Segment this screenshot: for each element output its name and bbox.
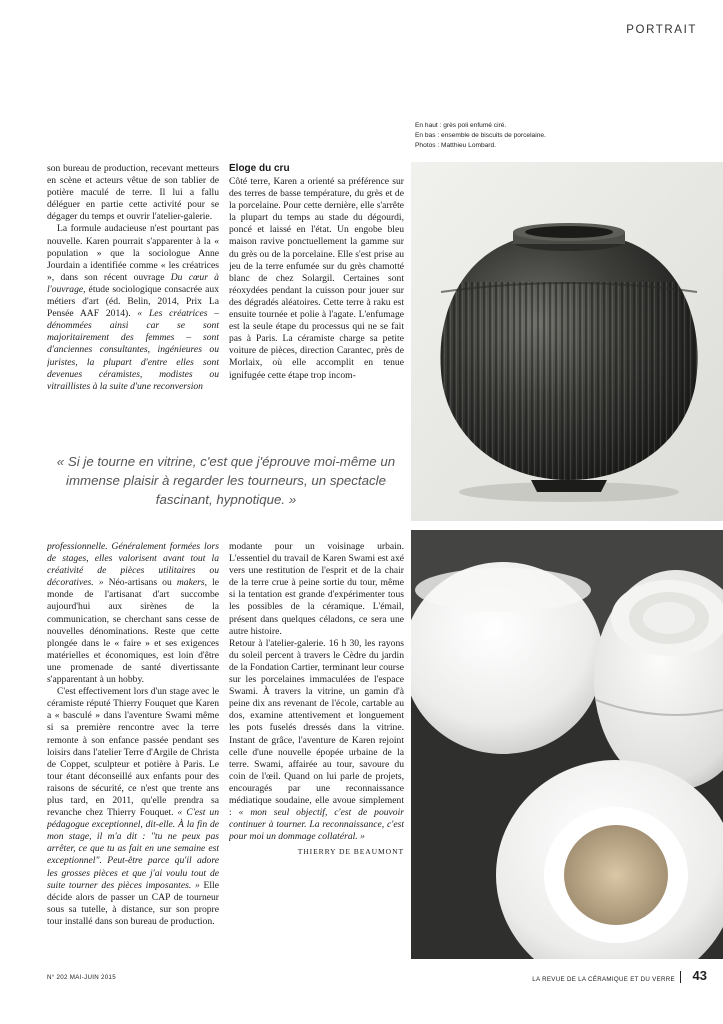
text-run: Retour à l'atelier-galerie. 16 h 30, les rayons du soleil percent à travers le Cèdre du jardin de la Fondation Cartier, terminant leur course sur les porcelaines immaculées de l'espace Swami. À travers la vitrine, un gamin d'à peine dix ans revenant de l'école, cartable au dos, examine attentivement et longuement les pots fuselés dressés dans la vitrine. Instant de grâce, l'aventure de Karen rejoint celle d'une nouvelle épopée urbaine de la terre. Swami, affairée au tour, savoure du coin de l'œil. Quand on lui parle de projets, encouragés par une reconnaissance médiatique soudaine, elle avoue simplement : <box>229 637 404 819</box>
text-run: La formule audacieuse n'est pourtant pas nouvelle. Karen pourrait s'apparenter à la « population » que la sociologue Anne Jourdain a identifiée comme « les créatrices », dans son récent ouvrage <box>47 223 219 283</box>
pull-quote: « Si je tourne en vitrine, c'est que j'éprouve moi-même un immense plaisir à regarder les tourneurs, un spectacle fascinant, hypnotique. » <box>56 454 396 507</box>
paragraph <box>47 541 219 686</box>
article-column-1 <box>47 163 219 421</box>
text-run: , le monde de l'artisanat d'art succombe aujourd'hui aux sirènes de la communication, se cherchant sans cesse de nouvelles dénominations. Reste que cette plongée dans le « faire » et ses exigences matérielles et économiques, est loin d'être une promenade de santé divertissante s'apparentant à un hobby. <box>47 577 219 686</box>
caption-line: En bas : ensemble de biscuits de porcelaine. <box>415 132 546 139</box>
quote-text: « C'est un pédagogue exceptionnel, dit-elle. À la fin de mon stage, il m'a dit : "tu ne peux pas arrêter, ce que tu as fait en une semaine est exceptionnel". Peut-être parce qu'il adore les grosses pièces et que j'ai voulu tout de suite tourner des pièces imposantes. » <box>47 807 219 891</box>
quote-text: « Les créatrices – dénommées ainsi car se sont majoritairement des femmes – sont d'anciennes consultantes, ingénieures ou juristes, la plupart d'entre elles sont devenues céramistes, modistes ou vitraillistes à la suite d'une reconversion <box>47 308 219 392</box>
caption-line: Photos : Matthieu Lombard. <box>415 142 497 149</box>
book-title: Du cœur à l'ouvrage, <box>47 271 219 295</box>
page-number: 43 <box>692 968 707 983</box>
section-heading: Éloge du cru <box>229 163 290 174</box>
text-run: Néo-artisans ou <box>103 577 177 589</box>
quote-text: « mon seul objectif, c'est de pouvoir continuer à tourner. La reconnaissance, c'est pour moi un dommage collatéral. » <box>229 807 404 843</box>
text-run: C'est effectivement lors d'un stage avec le céramiste réputé Thierry Fouquet que Karen a « basculé » dans l'aventure Swami même si sa première rencontre avec la terre remonte à son enfance passée pendant ses loisirs dans l'atelier Terre d'Argile de Christa de Coppet, sculpteur et potière à Paris. Le tour étant déconseillé aux enfants pour des raisons de sécurité, ce n'est que trente ans plus tard, en 2011, qu'elle prendra sa revanche chez Thierry Fouquet. <box>47 686 219 819</box>
photo-porcelain-ensemble <box>411 530 723 959</box>
photo-stoneware-jar <box>411 162 723 521</box>
paragraph <box>47 223 219 392</box>
stoneware-jar-illustration <box>411 162 723 521</box>
author-signature: THIERRY DE BEAUMONT <box>297 847 404 857</box>
issue-info: N° 202 MAI-JUIN 2015 <box>47 974 116 981</box>
footer-separator <box>680 971 681 983</box>
porcelain-illustration <box>411 530 723 959</box>
caption-line: En haut : grès poli enfumé ciré. <box>415 122 507 129</box>
article-column-3 <box>47 541 219 959</box>
paragraph: son bureau de production, recevant metteurs en scène et acteurs vêtue de son tablier de potière maculé de terre. Il lui a fallu déléguer en partie cette activité pour se dégager du temps et ouvrir l'atelier-galerie. <box>47 163 219 223</box>
paragraph <box>229 638 404 844</box>
photo-caption <box>415 121 705 151</box>
paragraph: Côté terre, Karen a orienté sa préférence sur des terres de basse température, du grès et de la porcelaine. Pour cette dernière, elle s'arrête la plupart du temps au stade du dégourdi, poncé et laissé en l'état. Un engobe bleu maison ravive ponctuellement la gamme sur du grès ou de la porcelaine. Elle s'est prise au jeu de la terre enfumée sur du grès chamotté blanc de chez Solargil. Certaines sont réoxydées pendant la cuisson pour jouer sur des dégradés aléatoires. Cette terre à raku est ensuite tournée et polie à l'agate. L'enfumage est la seule étape du processus qui ne se fait pas à Paris. La céramiste charge sa petite voiture de pièces, direction Carantec, près de Morlaix, où elle accomplit en tenue ignifugée cette étape trop incom- <box>229 176 404 381</box>
magazine-name: LA REVUE DE LA CÉRAMIQUE ET DU VERRE <box>532 976 675 983</box>
paragraph: modante pour un voisinage urbain. L'essentiel du travail de Karen Swami est axé vers une restitution de l'esprit et de la chair de la terre crue à peine sortie du tour, même si la tentation est grande d'expérimenter tous les possibles de la céramique. L'émail, présent dans quelques céladons, ce sera une autre histoire. <box>229 541 404 637</box>
quote-text: professionnelle. Généralement formées lors de stages, elles valorisent avant tout la créativité de pièces utilitaires ou décoratives. » <box>47 541 219 589</box>
emphasis: makers <box>176 577 205 589</box>
text-run: étude sociologique consacrée aux métiers d'art (éd. Belin, 2014, Prix La Pensée AAF 2014). <box>47 283 219 320</box>
article-column-4 <box>229 541 404 959</box>
article-column-2 <box>229 163 404 433</box>
section-label: PORTRAIT <box>626 24 697 36</box>
paragraph <box>47 686 219 928</box>
text-run: Elle décide alors de passer un CAP de tourneur sous sa tutelle, à distance, sur son propre tour installé dans son bureau de production. <box>47 879 219 927</box>
